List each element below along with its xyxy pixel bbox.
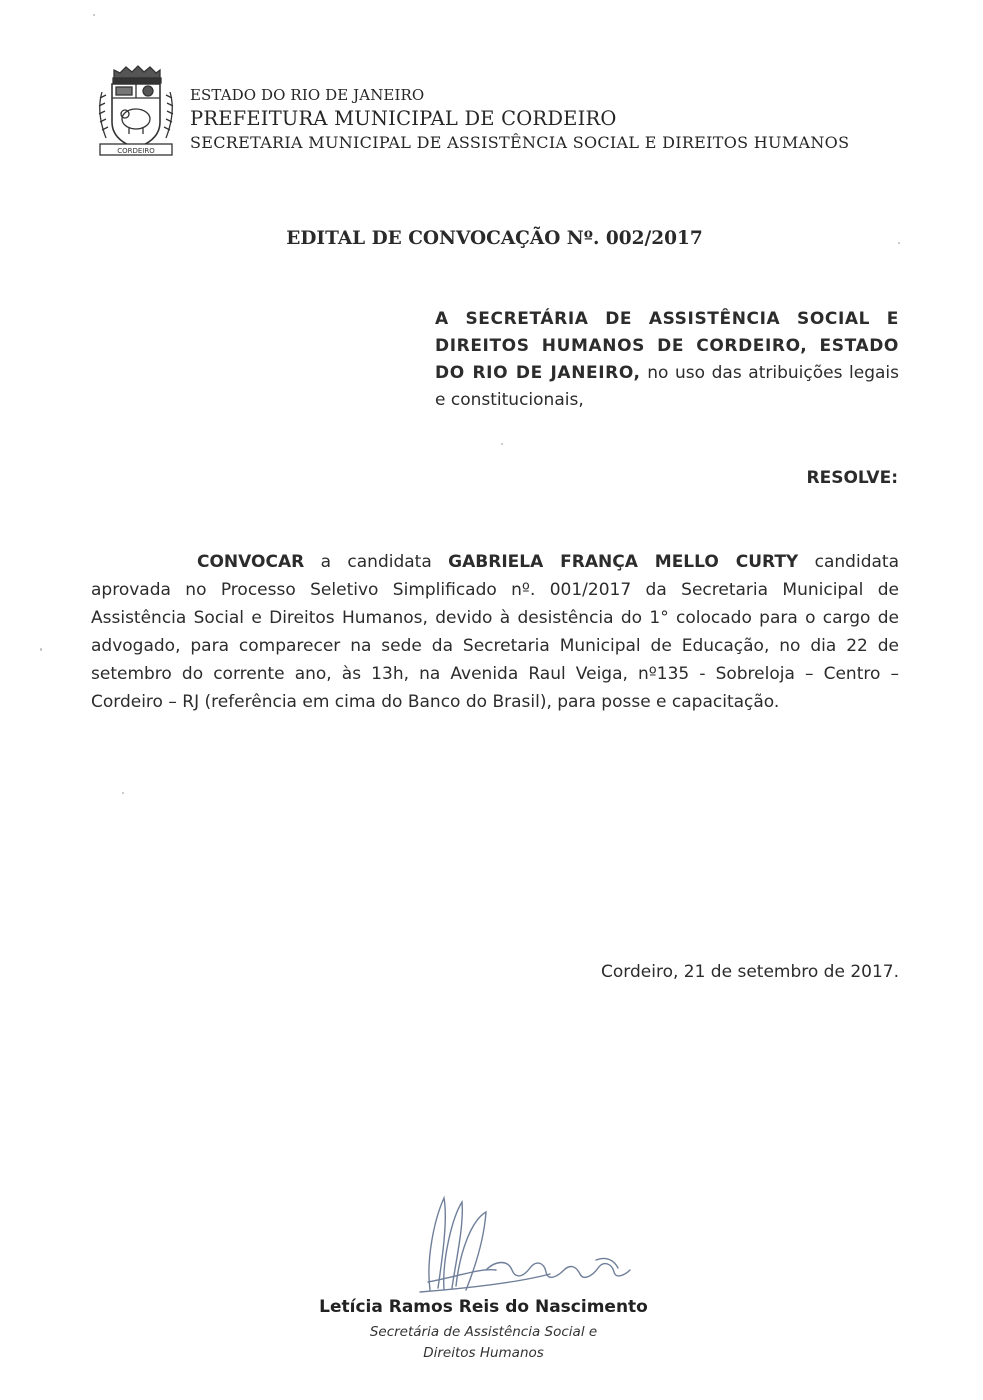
candidate-name: GABRIELA FRANÇA MELLO CURTY [448,552,799,572]
preamble-rest: no uso das atribuições legais e constitucionais, [435,363,899,410]
header-department: SECRETARIA MUNICIPAL DE ASSISTÊNCIA SOCIAL E DIREITOS HUMANOS [190,133,850,152]
coat-of-arms-icon [92,62,180,158]
signer-role-line-1: Secretária de Assistência Social e [369,1324,598,1340]
scan-speck [501,443,503,445]
header-municipality: PREFEITURA MUNICIPAL DE CORDEIRO [190,107,617,130]
scan-speck [93,14,95,16]
preamble [435,306,899,414]
convocation-body [91,548,899,716]
body-text-2: candidata aprovada no Processo Seletivo Simplificado nº. 001/2017 da Secretaria Municipal de Assistência Social e Direitos Humanos, devido à desistência do 1° colocado para o cargo de advogado, para comparecer na sede da Secretaria Municipal de Educação, no dia 22 de setembro do corrente ano, às 13h, na Avenida Raul Veiga, nº135 - Sobreloja – Centro – Cordeiro – RJ (referência em cima do Banco do Brasil), para posse e capacitação. [91,552,899,712]
body-verb: CONVOCAR [197,552,305,572]
svg-text:CORDEIRO: CORDEIRO [117,147,155,155]
scan-speck [40,648,42,651]
place-date: Cordeiro, 21 de setembro de 2017. [601,962,899,982]
scan-speck [122,792,124,794]
signer-name: Letícia Ramos Reis do Nascimento [319,1297,648,1317]
signer-role-line-2: Direitos Humanos [423,1345,544,1361]
preamble-authority: A SECRETÁRIA DE ASSISTÊNCIA SOCIAL E DIREITOS HUMANOS DE CORDEIRO, ESTADO DO RIO DE JANEIRO, [435,309,899,383]
scan-speck [898,242,900,244]
body-text-1: a candidata [304,552,449,572]
resolve-heading: RESOLVE: [806,468,898,488]
handwritten-signature [400,1190,650,1300]
header-state: ESTADO DO RIO DE JANEIRO [190,86,425,104]
document-title: EDITAL DE CONVOCAÇÃO Nº. 002/2017 [286,228,703,249]
